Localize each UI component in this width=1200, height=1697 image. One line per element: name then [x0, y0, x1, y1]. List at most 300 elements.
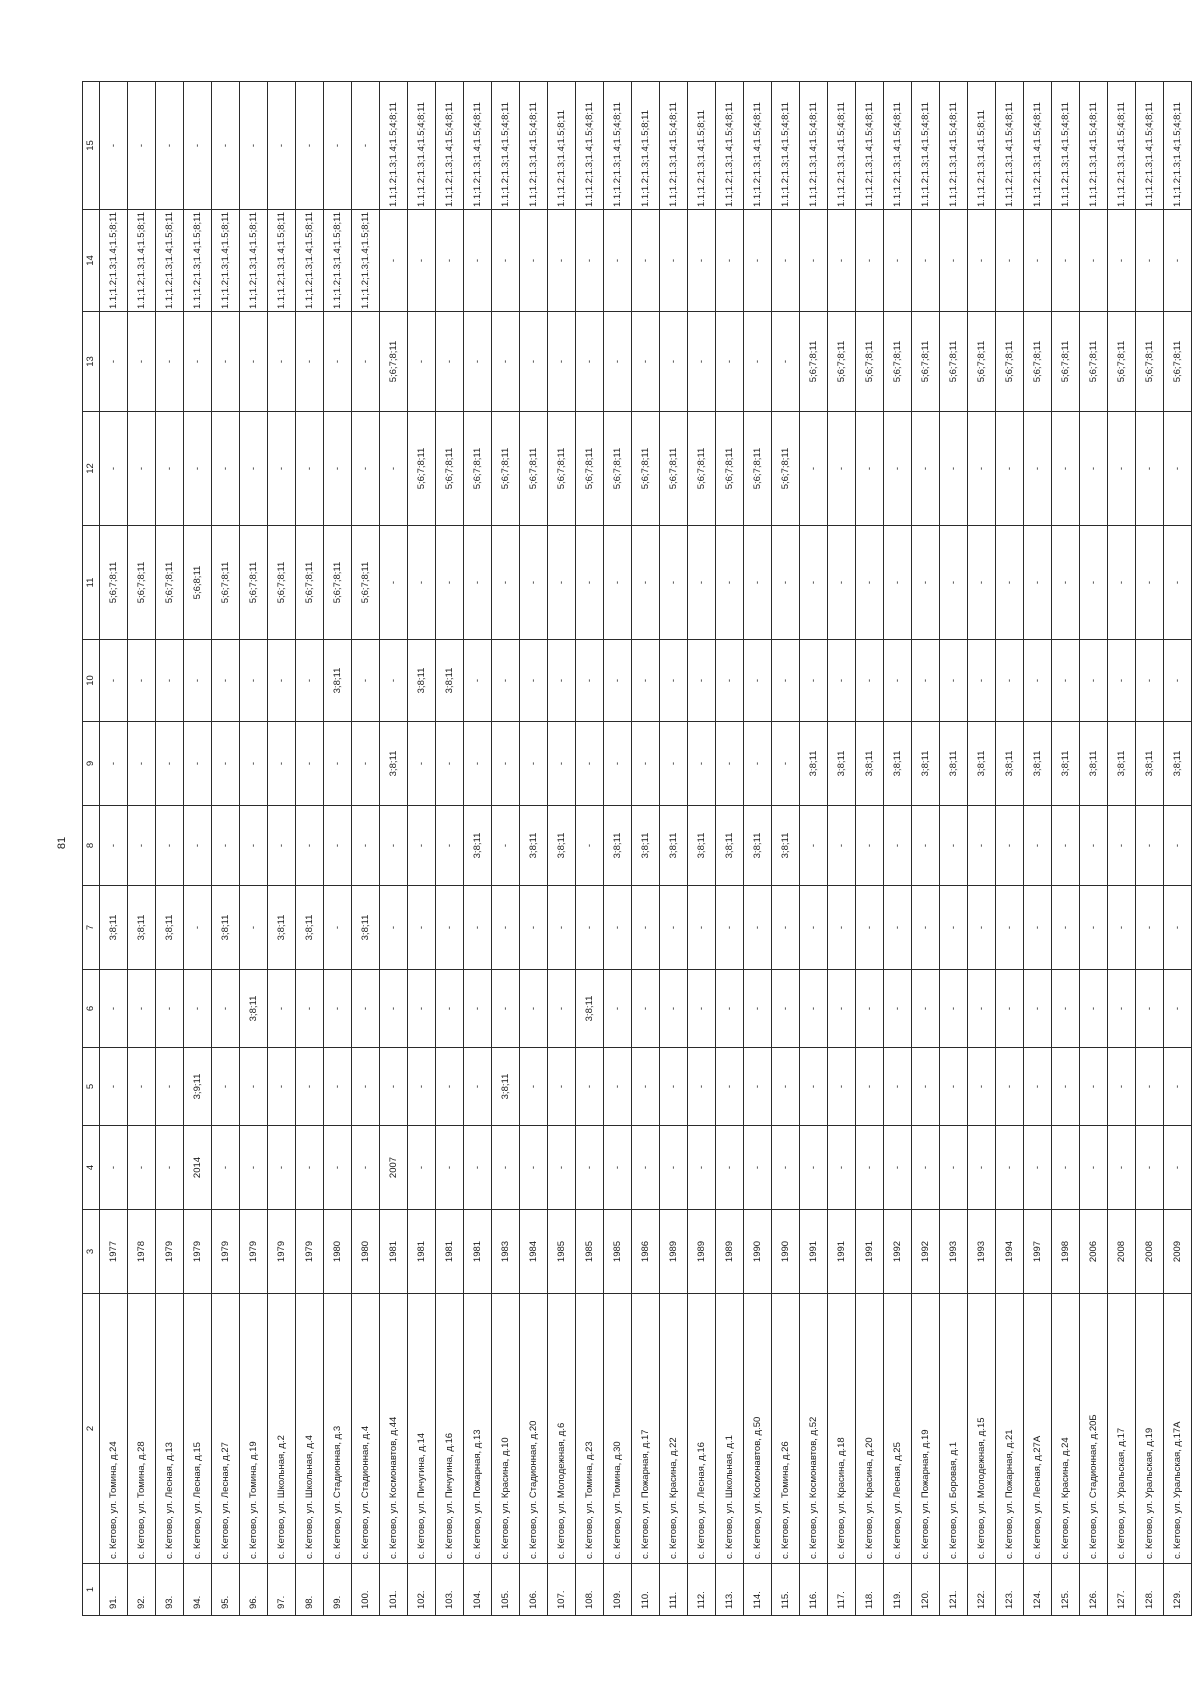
table-cell: - — [940, 806, 968, 886]
table-cell: - — [128, 970, 156, 1048]
table-cell: 1.1;1.2;1.3;1.4;1.5;8;11 — [968, 82, 996, 210]
table-cell: 1.1;1.2;1.3;1.4;1.5;8;11 — [324, 210, 352, 312]
table-cell: - — [436, 1126, 464, 1210]
table-cell: 1.1;1.2;1.3;1.4;1.5;8;11 — [240, 210, 268, 312]
table-cell: 104. — [464, 1564, 492, 1616]
table-cell: - — [184, 412, 212, 526]
table-cell: 1.1;1.2;1.3;1.4;1.5;4;8;11 — [1164, 82, 1192, 210]
table-cell: - — [1108, 806, 1136, 886]
table-cell: 5;6;7;8;11 — [604, 412, 632, 526]
table-cell: - — [940, 526, 968, 640]
table-cell: - — [380, 210, 408, 312]
table-cell: - — [352, 1126, 380, 1210]
table-cell: 5;6;7;8;11 — [212, 526, 240, 640]
table-cell: - — [996, 210, 1024, 312]
table-cell: 3;8;11 — [240, 970, 268, 1048]
table-cell: - — [604, 722, 632, 806]
table-cell: 3;8;11 — [856, 722, 884, 806]
table-cell: 1981 — [380, 1210, 408, 1294]
table-cell: - — [996, 1048, 1024, 1126]
table-cell: - — [128, 722, 156, 806]
table-cell: - — [1024, 526, 1052, 640]
table-cell: 3;9;11 — [184, 1048, 212, 1126]
table-cell: - — [1108, 210, 1136, 312]
table-cell: - — [352, 82, 380, 210]
table-cell: - — [884, 640, 912, 722]
column-header: 15 — [83, 82, 100, 210]
table-cell: 3;8;11 — [940, 722, 968, 806]
table-cell: 5;6;7;8;11 — [1108, 312, 1136, 412]
table-cell: - — [688, 1048, 716, 1126]
table-cell: 3;8;11 — [576, 970, 604, 1048]
table-row — [660, 82, 688, 1616]
table-cell: - — [1052, 412, 1080, 526]
column-header: 6 — [83, 970, 100, 1048]
table-cell: - — [436, 1048, 464, 1126]
table-row — [884, 82, 912, 1616]
table-cell: - — [352, 722, 380, 806]
column-header: 12 — [83, 412, 100, 526]
table-cell: - — [380, 886, 408, 970]
table-cell: - — [436, 526, 464, 640]
table-cell: 5;6;7;8;11 — [828, 312, 856, 412]
table-cell: - — [156, 806, 184, 886]
table-cell: - — [240, 722, 268, 806]
table-row — [1136, 82, 1164, 1616]
table-cell: - — [1164, 210, 1192, 312]
table-cell: 128. — [1136, 1564, 1164, 1616]
table-cell: - — [520, 312, 548, 412]
table-cell: - — [156, 722, 184, 806]
table-cell: - — [520, 210, 548, 312]
column-header: 7 — [83, 886, 100, 970]
table-cell: 111. — [660, 1564, 688, 1616]
table-row — [436, 82, 464, 1616]
table-cell: - — [576, 210, 604, 312]
table-row — [548, 82, 576, 1616]
table-row — [212, 82, 240, 1616]
table-row — [856, 82, 884, 1616]
table-cell: - — [100, 82, 128, 210]
table-cell: - — [1136, 806, 1164, 886]
table-cell: - — [1164, 806, 1192, 886]
table-cell: 1985 — [604, 1210, 632, 1294]
table-cell: - — [744, 526, 772, 640]
table-cell: 125. — [1052, 1564, 1080, 1616]
table-cell: 5;6;7;8;11 — [464, 412, 492, 526]
table-cell: - — [184, 970, 212, 1048]
table-cell: - — [660, 640, 688, 722]
table-row — [464, 82, 492, 1616]
table-cell: 1990 — [772, 1210, 800, 1294]
table-cell: 1.1;1.2;1.3;1.4;1.5;8;11 — [268, 210, 296, 312]
table-cell: - — [828, 806, 856, 886]
table-cell: 5;6;7;8;11 — [716, 412, 744, 526]
table-cell: - — [1080, 210, 1108, 312]
table-cell: - — [1052, 1048, 1080, 1126]
table-cell: - — [828, 886, 856, 970]
table-cell: 113. — [716, 1564, 744, 1616]
table-cell: 1.1;1.2;1.3;1.4;1.5;4;8;11 — [492, 82, 520, 210]
table-cell: 5;6;7;8;11 — [240, 526, 268, 640]
table-cell: - — [520, 640, 548, 722]
table-cell: - — [408, 806, 436, 886]
table-cell: - — [100, 806, 128, 886]
table-cell: 98. — [296, 1564, 324, 1616]
table-cell: 1989 — [716, 1210, 744, 1294]
table-cell: - — [1136, 640, 1164, 722]
table-cell: - — [128, 1048, 156, 1126]
table-cell: - — [632, 970, 660, 1048]
table-cell: 1981 — [464, 1210, 492, 1294]
table-cell: 1991 — [856, 1210, 884, 1294]
table-cell: 1.1;1.2;1.3;1.4;1.5;8;11 — [156, 210, 184, 312]
table-cell: - — [212, 412, 240, 526]
table-cell: 5;6;7;8;11 — [352, 526, 380, 640]
table-cell: - — [968, 1048, 996, 1126]
table-cell: 5;6;7;8;11 — [996, 312, 1024, 412]
table-cell: с. Кетово, ул. Боровая, д.1 — [940, 1294, 968, 1564]
table-cell: - — [1136, 970, 1164, 1048]
table-cell: - — [996, 526, 1024, 640]
table-cell: 3;8;11 — [772, 806, 800, 886]
table-cell: - — [1024, 412, 1052, 526]
table-cell: - — [548, 312, 576, 412]
table-cell: - — [660, 722, 688, 806]
table-row — [968, 82, 996, 1616]
table-cell: - — [576, 640, 604, 722]
table-cell: 1.1;1.2;1.3;1.4;1.5;4;8;11 — [380, 82, 408, 210]
table-cell: с. Кетово, ул. Школьная, д.2 — [268, 1294, 296, 1564]
table-cell: - — [1136, 1048, 1164, 1126]
table-cell: - — [520, 970, 548, 1048]
table-cell: - — [268, 722, 296, 806]
table-cell: 1992 — [912, 1210, 940, 1294]
table-cell: - — [268, 412, 296, 526]
table-cell: - — [296, 806, 324, 886]
table-cell: 3;8;11 — [156, 886, 184, 970]
table-cell: - — [996, 806, 1024, 886]
table-cell: 1.1;1.2;1.3;1.4;1.5;8;11 — [128, 210, 156, 312]
table-cell: - — [912, 1126, 940, 1210]
table-cell: - — [604, 640, 632, 722]
table-cell: 1979 — [296, 1210, 324, 1294]
table-cell: с. Кетово, ул. Уральская, д.17А — [1164, 1294, 1192, 1564]
table-cell: - — [408, 970, 436, 1048]
table-cell: 106. — [520, 1564, 548, 1616]
table-cell: - — [716, 1048, 744, 1126]
table-cell: 3;8;11 — [436, 640, 464, 722]
table-cell: - — [492, 640, 520, 722]
table-cell: - — [492, 312, 520, 412]
table-cell: 5;6;7;8;11 — [436, 412, 464, 526]
table-cell: - — [800, 1126, 828, 1210]
table-cell: - — [744, 1048, 772, 1126]
table-cell: 1991 — [828, 1210, 856, 1294]
column-header: 8 — [83, 806, 100, 886]
table-cell: - — [1080, 1048, 1108, 1126]
table-cell: 1989 — [688, 1210, 716, 1294]
table-cell: - — [1164, 412, 1192, 526]
table-cell: - — [912, 640, 940, 722]
table-cell: - — [828, 210, 856, 312]
table-cell: - — [296, 970, 324, 1048]
table-cell: 1989 — [660, 1210, 688, 1294]
table-cell: 93. — [156, 1564, 184, 1616]
table-cell: - — [548, 886, 576, 970]
table-cell: с. Кетово, ул. Томина, д.28 — [128, 1294, 156, 1564]
table-row — [632, 82, 660, 1616]
table-cell: - — [688, 970, 716, 1048]
table-cell: - — [548, 722, 576, 806]
table-cell: - — [184, 806, 212, 886]
table-cell: 1.1;1.2;1.3;1.4;1.5;8;11 — [632, 82, 660, 210]
table-cell: с. Кетово, ул. Молодежная, д.6 — [548, 1294, 576, 1564]
table-cell: 115. — [772, 1564, 800, 1616]
table-cell: 5;6;7;8;11 — [856, 312, 884, 412]
table-cell: - — [884, 526, 912, 640]
table-cell: - — [744, 640, 772, 722]
table-cell: 1.1;1.2;1.3;1.4;1.5;4;8;11 — [800, 82, 828, 210]
table-row — [828, 82, 856, 1616]
table-cell: - — [576, 526, 604, 640]
table-cell: - — [828, 1048, 856, 1126]
table-cell: 1.1;1.2;1.3;1.4;1.5;8;11 — [296, 210, 324, 312]
table-cell: - — [940, 1048, 968, 1126]
table-cell: - — [688, 312, 716, 412]
table-cell: 120. — [912, 1564, 940, 1616]
table-cell: 1979 — [184, 1210, 212, 1294]
table-cell: - — [744, 312, 772, 412]
table-cell: - — [856, 970, 884, 1048]
table-cell: 5;6;7;8;11 — [772, 412, 800, 526]
table-row — [324, 82, 352, 1616]
table-cell: - — [856, 210, 884, 312]
table-cell: с. Кетово, ул. Стадионная, д.3 — [324, 1294, 352, 1564]
table-cell: 1.1;1.2;1.3;1.4;1.5;8;11 — [688, 82, 716, 210]
table-cell: - — [240, 312, 268, 412]
table-cell: - — [408, 886, 436, 970]
table-cell: - — [632, 1126, 660, 1210]
table-cell: - — [492, 526, 520, 640]
table-cell: - — [688, 722, 716, 806]
table-cell: - — [940, 1126, 968, 1210]
table-cell: 92. — [128, 1564, 156, 1616]
table-cell: 2007 — [380, 1126, 408, 1210]
table-cell: - — [940, 970, 968, 1048]
table-cell: 1978 — [128, 1210, 156, 1294]
table-cell: - — [1108, 412, 1136, 526]
table-cell: - — [772, 312, 800, 412]
table-cell: 114. — [744, 1564, 772, 1616]
table-cell: 3;8;11 — [828, 722, 856, 806]
table-cell: - — [660, 312, 688, 412]
table-cell: - — [968, 210, 996, 312]
table-cell: - — [1080, 412, 1108, 526]
table-cell: 5;6;7;8;11 — [1080, 312, 1108, 412]
table-cell: - — [156, 1048, 184, 1126]
table-row — [1024, 82, 1052, 1616]
table-cell: - — [856, 412, 884, 526]
table-cell: 5;6;7;8;11 — [968, 312, 996, 412]
table-cell: - — [100, 1048, 128, 1126]
table-row — [184, 82, 212, 1616]
table-cell: - — [184, 722, 212, 806]
table-cell: 5;6;7;8;11 — [744, 412, 772, 526]
table-cell: 5;6;7;8;11 — [660, 412, 688, 526]
table-cell: - — [352, 312, 380, 412]
table-cell: - — [240, 412, 268, 526]
table-cell: - — [1108, 640, 1136, 722]
table-cell: - — [744, 970, 772, 1048]
table-cell: - — [380, 1048, 408, 1126]
table-cell: - — [940, 412, 968, 526]
table-cell: - — [324, 886, 352, 970]
table-cell: 3;8;11 — [1024, 722, 1052, 806]
table-cell: 107. — [548, 1564, 576, 1616]
table-cell: - — [324, 806, 352, 886]
table-cell: 3;8;11 — [212, 886, 240, 970]
table-cell: 1985 — [576, 1210, 604, 1294]
table-cell: 5;6;7;8;11 — [156, 526, 184, 640]
table-cell: 1990 — [744, 1210, 772, 1294]
table-cell: - — [548, 640, 576, 722]
table-cell: - — [1024, 1126, 1052, 1210]
table-cell: - — [268, 806, 296, 886]
table-cell: 97. — [268, 1564, 296, 1616]
table-cell: - — [996, 1126, 1024, 1210]
table-cell: - — [128, 312, 156, 412]
table-cell: - — [604, 1126, 632, 1210]
table-cell: - — [1052, 210, 1080, 312]
table-row — [492, 82, 520, 1616]
table-cell: 3;8;11 — [324, 640, 352, 722]
table-cell: - — [240, 82, 268, 210]
table-cell: - — [548, 1048, 576, 1126]
table-cell: - — [940, 640, 968, 722]
table-cell: - — [296, 312, 324, 412]
table-cell: 3;8;11 — [912, 722, 940, 806]
table-cell: - — [660, 970, 688, 1048]
table-cell: - — [912, 970, 940, 1048]
table-cell: 5;6;7;8;11 — [324, 526, 352, 640]
table-cell: - — [772, 210, 800, 312]
table-cell: - — [912, 526, 940, 640]
table-cell: - — [212, 82, 240, 210]
table-cell: с. Кетово, ул. Красина, д.22 — [660, 1294, 688, 1564]
table-cell: 1.1;1.2;1.3;1.4;1.5;4;8;11 — [940, 82, 968, 210]
table-cell: - — [716, 886, 744, 970]
table-cell: 91. — [100, 1564, 128, 1616]
table-cell: - — [240, 806, 268, 886]
table-cell: 1986 — [632, 1210, 660, 1294]
table-row — [128, 82, 156, 1616]
table-cell: с. Кетово, ул. Пожарная, д.13 — [464, 1294, 492, 1564]
table-cell: 3;8;11 — [1164, 722, 1192, 806]
table-cell: 5;6;7;8;11 — [492, 412, 520, 526]
table-cell: - — [352, 412, 380, 526]
table-cell: - — [1108, 886, 1136, 970]
table-cell: с. Кетово, ул. Томина, д.26 — [772, 1294, 800, 1564]
table-cell: - — [604, 526, 632, 640]
table-cell: - — [772, 526, 800, 640]
table-cell: 1979 — [212, 1210, 240, 1294]
table-cell: 122. — [968, 1564, 996, 1616]
table-cell: - — [744, 886, 772, 970]
table-cell: 1977 — [100, 1210, 128, 1294]
table-cell: с. Кетово, ул. Томина, д.23 — [576, 1294, 604, 1564]
table-cell: 1.1;1.2;1.3;1.4;1.5;8;11 — [352, 210, 380, 312]
table-row — [996, 82, 1024, 1616]
table-cell: - — [716, 210, 744, 312]
table-cell: - — [212, 806, 240, 886]
table-cell: - — [100, 412, 128, 526]
table-cell: - — [520, 722, 548, 806]
table-cell: с. Кетово, ул. Красина, д.18 — [828, 1294, 856, 1564]
table-cell: - — [1024, 970, 1052, 1048]
table-cell: - — [632, 886, 660, 970]
table-cell: - — [772, 886, 800, 970]
table-cell: 3;8;11 — [660, 806, 688, 886]
table-cell: 1.1;1.2;1.3;1.4;1.5;8;11 — [212, 210, 240, 312]
table-body — [100, 82, 1192, 1616]
table-cell: - — [268, 640, 296, 722]
table-cell: 3;8;11 — [744, 806, 772, 886]
table-cell: - — [520, 1126, 548, 1210]
table-cell: 5;6;7;8;11 — [688, 412, 716, 526]
table-cell: с. Кетово, ул. Томина, д.19 — [240, 1294, 268, 1564]
table-cell: 103. — [436, 1564, 464, 1616]
table-cell: с. Кетово, ул. Пожарная, д.21 — [996, 1294, 1024, 1564]
table-cell: - — [408, 210, 436, 312]
table-cell: - — [1164, 640, 1192, 722]
table-cell: 119. — [884, 1564, 912, 1616]
table-cell: - — [100, 970, 128, 1048]
table-cell: - — [772, 1126, 800, 1210]
table-cell: 1997 — [1024, 1210, 1052, 1294]
table-cell: - — [212, 312, 240, 412]
table-cell: 1.1;1.2;1.3;1.4;1.5;4;8;11 — [520, 82, 548, 210]
table-cell: 3;8;11 — [604, 806, 632, 886]
table-cell: 5;6;8;11 — [184, 526, 212, 640]
table-cell: 3;8;11 — [548, 806, 576, 886]
table-cell: - — [884, 1126, 912, 1210]
table-cell: - — [324, 970, 352, 1048]
table-cell: 1.1;1.2;1.3;1.4;1.5;4;8;11 — [828, 82, 856, 210]
table-cell: - — [800, 210, 828, 312]
table-cell: - — [156, 640, 184, 722]
table-cell: 1.1;1.2;1.3;1.4;1.5;4;8;11 — [576, 82, 604, 210]
table-cell: 1.1;1.2;1.3;1.4;1.5;4;8;11 — [996, 82, 1024, 210]
table-cell: - — [492, 886, 520, 970]
table-cell: - — [296, 1126, 324, 1210]
table-cell: 109. — [604, 1564, 632, 1616]
table-cell: - — [632, 210, 660, 312]
table-row — [1080, 82, 1108, 1616]
table-cell: - — [576, 886, 604, 970]
table-cell: - — [772, 970, 800, 1048]
table-cell: - — [436, 312, 464, 412]
table-cell: 5;6;7;8;11 — [576, 412, 604, 526]
table-cell: 105. — [492, 1564, 520, 1616]
table-cell: - — [688, 886, 716, 970]
table-row — [688, 82, 716, 1616]
table-cell: - — [632, 312, 660, 412]
table-cell: - — [408, 1126, 436, 1210]
table-cell: - — [324, 722, 352, 806]
table-cell: 3;8;11 — [128, 886, 156, 970]
table-cell: 5;6;7;8;11 — [128, 526, 156, 640]
